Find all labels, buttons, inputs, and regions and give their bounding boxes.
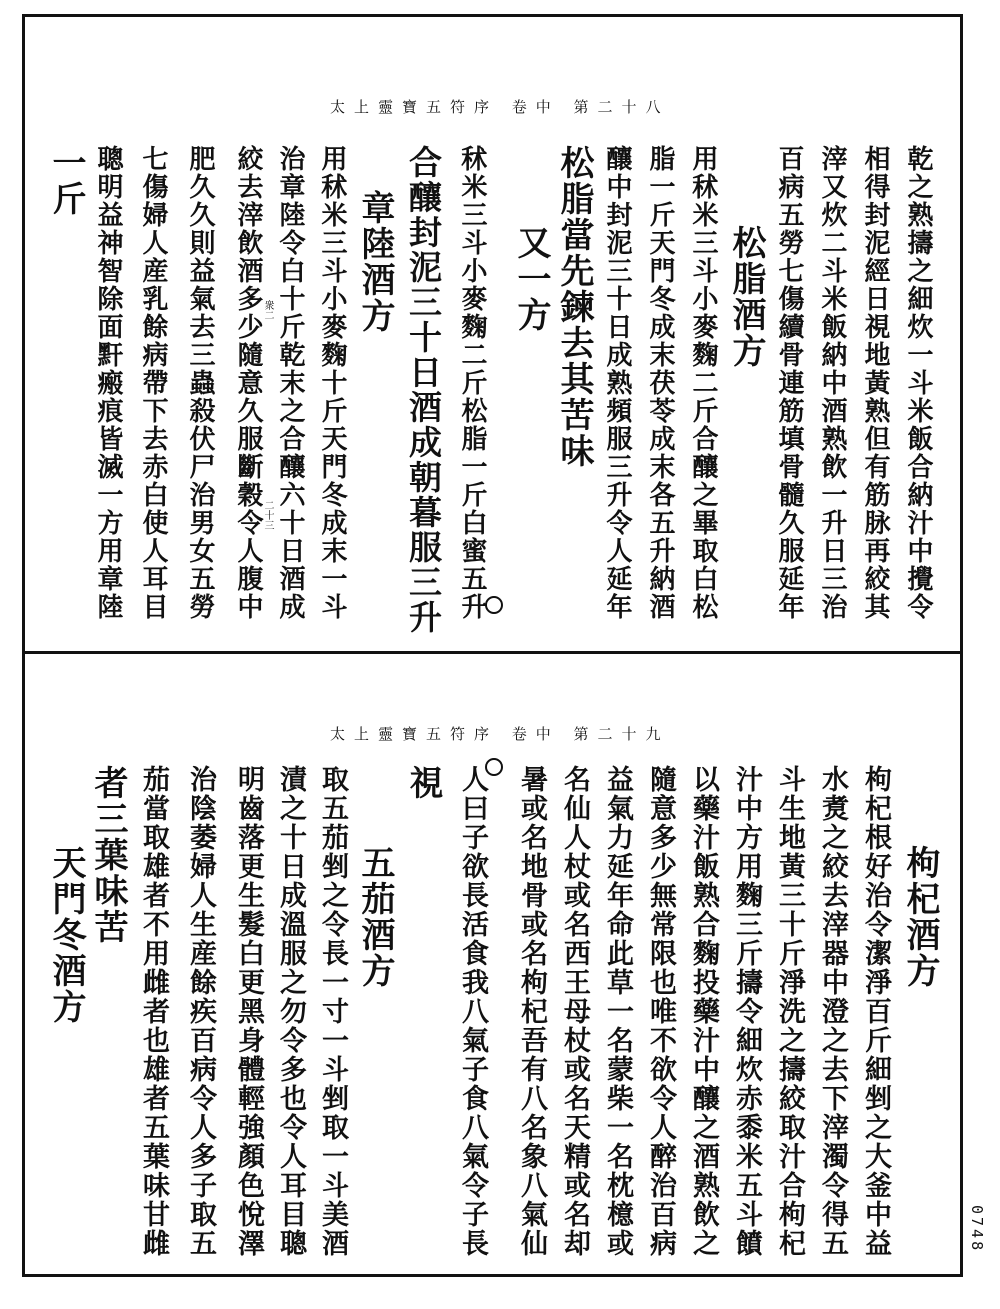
text-column: 水煑之絞去滓器中澄之去下滓濁令得五 <box>817 765 848 1258</box>
text-column: 一斤 <box>46 145 86 217</box>
top-page-header: 太上靈寶五符序 卷中 第二十八 <box>330 98 670 116</box>
text-column: 明齒落更生髮白更黑身體輕強顏色悅澤 <box>233 765 264 1258</box>
text-column: 益氣力延年命此草一名蒙柴一名枕檍或 <box>602 765 633 1258</box>
margin-note: 衆二 <box>262 300 273 320</box>
text-column: 用秫米三斗小麥麴十斤天門冬成末一斗 <box>317 145 347 621</box>
text-column: 滓又炊二斗米飯納中酒熟飲一升日三治 <box>817 145 847 621</box>
text-column: 枸杞根好治令潔淨百斤細剉之大釜中益 <box>860 765 891 1258</box>
text-column: 七傷婦人産乳餘病帶下去赤白使人耳目 <box>138 145 168 621</box>
text-column: 隨意多少無常限也唯不欲令人醉治百病 <box>645 765 676 1258</box>
bottom-page-header: 太上靈寶五符序 卷中 第二十九 <box>330 725 670 743</box>
section-title: 章陸酒方 <box>355 190 395 334</box>
section-title: 又一方 <box>511 225 551 333</box>
section-title: 松脂酒方 <box>726 225 766 369</box>
circle-mark <box>485 596 503 614</box>
text-column: 釀中封泥三十日成熟頻服三升令人延年 <box>602 145 632 621</box>
text-column: 視 <box>403 765 443 801</box>
text-column: 乾之熟擣之細炊一斗米飯合納汁中攪令 <box>903 145 933 621</box>
margin-note: 二十三 <box>262 500 273 530</box>
text-column: 取五茄剉之令長一寸一斗剉取一斗美酒 <box>317 765 348 1258</box>
text-column: 秫米三斗小麥麴二斤松脂一斤白蜜五升 <box>457 145 487 621</box>
text-column: 人曰子欲長活食我八氣子食八氣令子長 <box>457 765 488 1258</box>
page-number: 0748 <box>968 1205 986 1254</box>
text-column: 以藥汁飯熟合麴投藥汁中釀之酒熟飲之 <box>688 765 719 1258</box>
section-title: 枸杞酒方 <box>900 845 940 989</box>
text-column: 汁中方用麴三斤擣令細炊赤黍米五斗饙 <box>731 765 762 1258</box>
text-column: 脂一斤天門冬成末茯苓成末各五升納酒 <box>645 145 675 621</box>
text-column: 肥久久則益氣去三蟲殺伏尸治男女五勞 <box>185 145 215 621</box>
section-title: 五茄酒方 <box>355 845 395 989</box>
text-column: 聰明益神智除面䵟瘢痕皆滅一方用章陸 <box>93 145 123 621</box>
circle-mark <box>485 758 503 776</box>
text-column: 者三葉味苦 <box>88 765 128 945</box>
text-column: 松脂當先鍊去其苦味 <box>554 145 594 469</box>
text-column: 治陰萎婦人生産餘疾百病令人多子取五 <box>185 765 216 1258</box>
text-column: 合釀封泥三十日酒成朝暮服三升 <box>404 145 443 635</box>
text-column: 絞去滓飲酒多少隨意久服斷穀令人腹中 <box>233 145 263 621</box>
text-column: 治章陸令白十斤乾末之合釀六十日酒成 <box>275 145 305 621</box>
text-column: 漬之十日成溫服之勿令多也令人耳目聰 <box>275 765 306 1258</box>
section-title: 天門冬酒方 <box>46 845 86 1025</box>
text-column: 名仙人杖或名西王母杖或名天精或名却 <box>559 765 590 1258</box>
text-column: 茄當取雄者不用雌者也雄者五葉味甘雌 <box>138 765 169 1258</box>
text-column: 暑或名地骨或名枸杞吾有八名象八氣仙 <box>516 765 547 1258</box>
text-column: 斗生地黃三十斤淨洗之擣絞取汁合枸杞 <box>774 765 805 1258</box>
page-divider <box>22 651 963 654</box>
text-column: 用秫米三斗小麥麴二斤合釀之畢取白松 <box>688 145 718 621</box>
text-column: 百病五勞七傷續骨連筋填骨髓久服延年 <box>774 145 804 621</box>
text-column: 相得封泥經日視地黃熟但有筋脉再絞其 <box>860 145 890 621</box>
